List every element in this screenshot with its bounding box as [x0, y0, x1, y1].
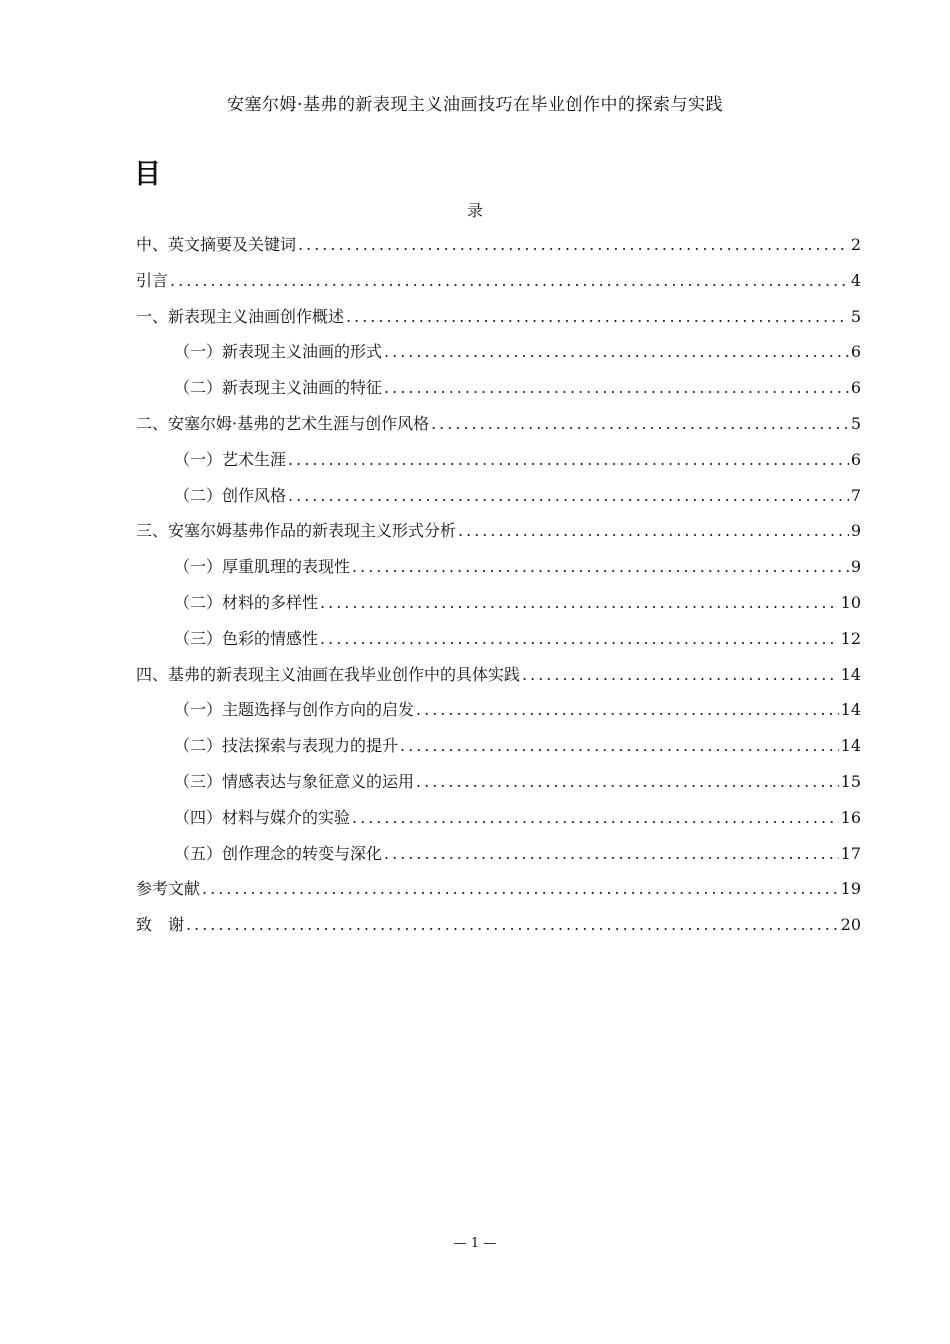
toc-entry-label: （二）材料的多样性	[174, 592, 319, 612]
toc-dot-leader	[288, 450, 849, 469]
toc-dot-leader	[186, 915, 839, 934]
toc-subentry[interactable]	[136, 375, 861, 411]
toc-subentry[interactable]	[136, 590, 861, 626]
toc-entry-page: 14	[840, 736, 861, 756]
toc-entry-page: 19	[840, 879, 861, 899]
toc-entry-label: （三）色彩的情感性	[174, 628, 319, 648]
toc-entry-label: 一、新表现主义油画创作概述	[136, 306, 345, 326]
toc-subentry[interactable]	[136, 447, 861, 483]
toc-dot-leader	[298, 235, 849, 254]
toc-entry-label: （一）新表现主义油画的形式	[174, 342, 383, 362]
toc-subentry[interactable]	[136, 805, 861, 841]
toc-dot-leader	[384, 342, 849, 361]
toc-entry-page: 15	[840, 771, 861, 791]
toc-entry-label: （一）艺术生涯	[174, 449, 287, 469]
toc-entry-label: 三、安塞尔姆基弗作品的新表现主义形式分析	[136, 521, 457, 541]
toc-entry-label: （二）技法探索与表现力的提升	[174, 736, 399, 756]
toc-dot-leader	[416, 772, 839, 791]
toc-entry-page: 5	[850, 306, 861, 326]
toc-entry-label: （二）创作风格	[174, 485, 287, 505]
toc-entry-page: 9	[850, 521, 861, 541]
page-number: — 1 —	[453, 1236, 497, 1251]
toc-entry[interactable]	[136, 304, 861, 340]
toc-subentry[interactable]	[136, 697, 861, 733]
toc-entry-label: 二、安塞尔姆·基弗的艺术生涯与创作风格	[136, 413, 430, 433]
toc-entry-page: 10	[840, 592, 861, 612]
toc-entry-page: 14	[840, 700, 861, 720]
toc-dot-leader	[352, 557, 849, 576]
toc-dot-leader	[458, 521, 849, 540]
toc-entry-label: （五）创作理念的转变与深化	[174, 843, 383, 863]
toc-entry-label: 四、基弗的新表现主义油画在我毕业创作中的具体实践	[136, 664, 521, 684]
toc-dot-leader	[170, 271, 849, 290]
toc-dot-leader	[400, 736, 839, 755]
toc-entry[interactable]	[136, 411, 861, 447]
toc-entry-page: 17	[840, 843, 861, 863]
toc-dot-leader	[384, 378, 849, 397]
toc-entry-label: （一）主题选择与创作方向的启发	[174, 700, 415, 720]
toc-entry-page: 14	[840, 664, 861, 684]
toc-subentry[interactable]	[136, 733, 861, 769]
toc-entry-page: 5	[850, 413, 861, 433]
toc-entry-page: 12	[840, 628, 861, 648]
toc-dot-leader	[202, 879, 839, 898]
toc-entry-label: 引言	[136, 270, 169, 290]
toc-subentry[interactable]	[136, 483, 861, 519]
toc-entry-label: （三）情感表达与象征意义的运用	[174, 771, 415, 791]
toc-dot-leader	[416, 700, 839, 719]
toc-entry-label: 致 谢	[136, 915, 185, 935]
toc-subentry[interactable]	[136, 769, 861, 805]
toc-entry[interactable]	[136, 232, 861, 268]
toc-entry-page: 6	[850, 342, 861, 362]
toc-entry[interactable]	[136, 876, 861, 912]
toc-subentry[interactable]	[136, 841, 861, 877]
toc-heading-second-char: 录	[466, 201, 483, 220]
toc-entry-page: 6	[850, 449, 861, 469]
toc-dot-leader	[320, 629, 839, 648]
toc-entry-label: （二）新表现主义油画的特征	[174, 378, 383, 398]
toc-entry-page: 9	[850, 557, 861, 577]
toc-subentry[interactable]	[136, 626, 861, 662]
running-header: 安塞尔姆·基弗的新表现主义油画技巧在毕业创作中的探索与实践	[227, 95, 723, 115]
toc-dot-leader	[384, 844, 839, 863]
toc-entry-label: （四）材料与媒介的实验	[174, 807, 351, 827]
toc-heading-first-char: 目	[134, 159, 161, 190]
toc-entry[interactable]	[136, 912, 861, 948]
toc-dot-leader	[320, 593, 839, 612]
table-of-contents	[136, 232, 861, 948]
toc-entry-page: 16	[840, 807, 861, 827]
toc-entry-page: 20	[840, 915, 861, 935]
toc-dot-leader	[288, 486, 849, 505]
toc-entry-label: 参考文献	[136, 879, 201, 899]
toc-entry[interactable]	[136, 268, 861, 304]
toc-entry-page: 7	[850, 485, 861, 505]
toc-entry[interactable]	[136, 518, 861, 554]
toc-dot-leader	[522, 665, 839, 684]
toc-dot-leader	[431, 414, 849, 433]
toc-dot-leader	[346, 307, 849, 326]
toc-entry-label: 中、英文摘要及关键词	[136, 235, 297, 254]
toc-entry-label: （一）厚重肌理的表现性	[174, 557, 351, 577]
toc-entry-page: 4	[850, 270, 861, 290]
toc-entry-page: 2	[850, 235, 861, 254]
toc-subentry[interactable]	[136, 554, 861, 590]
toc-entry-page: 6	[850, 378, 861, 398]
toc-dot-leader	[352, 808, 839, 827]
toc-entry[interactable]	[136, 662, 861, 698]
toc-subentry[interactable]	[136, 339, 861, 375]
